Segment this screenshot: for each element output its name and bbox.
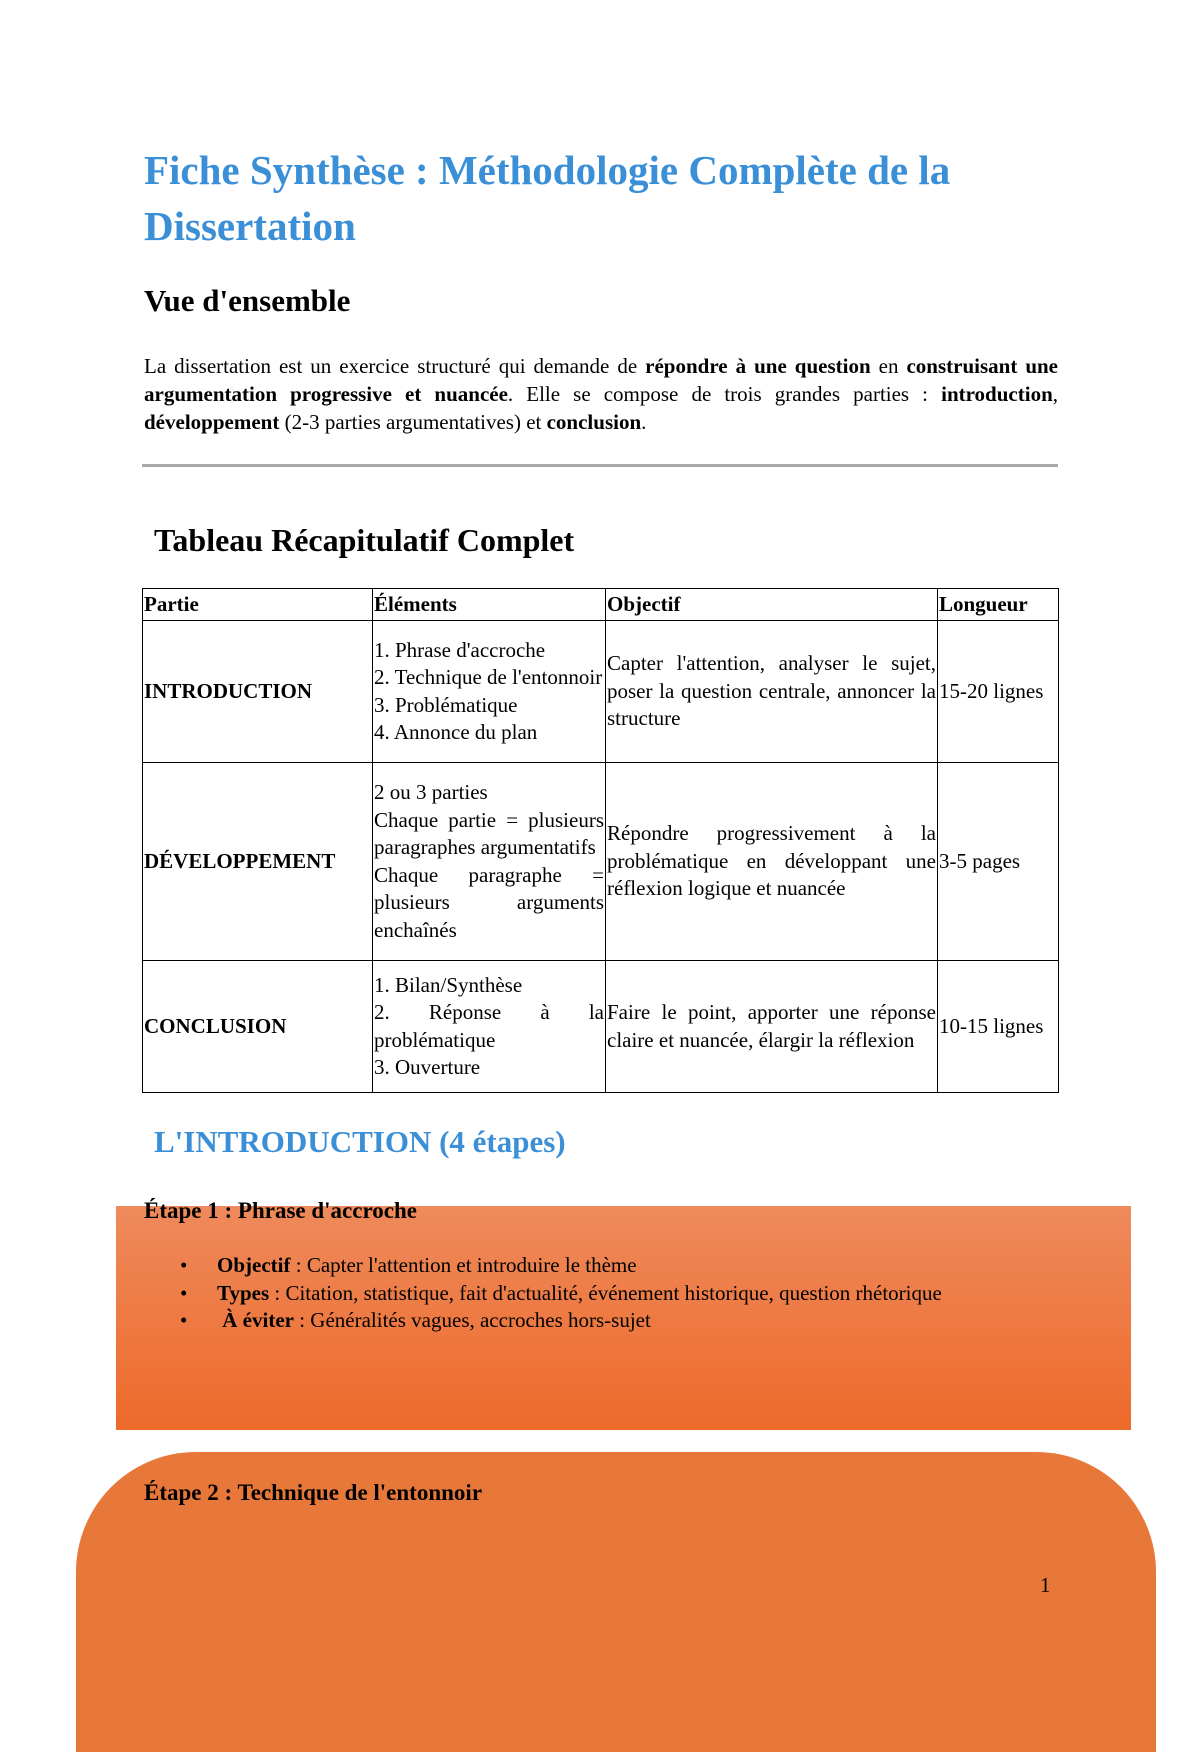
emphasis-text: développement [144, 410, 280, 434]
emphasis-text: construisant une argumentation progressive et nuancée [144, 354, 1058, 406]
introduction-heading: L'INTRODUCTION (4 étapes) [154, 1124, 566, 1159]
table-heading: Tableau Récapitulatif Complet [154, 522, 575, 558]
bullet-icon: • [180, 1253, 188, 1277]
item-label: Objectif [217, 1253, 291, 1277]
emphasis-text: conclusion [546, 410, 642, 434]
item-text: : Généralités vagues, accroches hors-sujet [293, 1308, 651, 1332]
row-elements [373, 763, 606, 961]
emphasis-text: répondre à une question [645, 354, 871, 378]
list-item [144, 1307, 1084, 1335]
step1-title: Étape 1 : Phrase d'accroche [144, 1198, 417, 1223]
row-objectif: Faire le point, apporter une réponse claire et nuancée, élargir la réflexion [606, 961, 938, 1093]
item-label: Types [217, 1280, 270, 1305]
row-longueur: 15-20 lignes [938, 621, 1059, 763]
paragraph-text: . [641, 410, 647, 434]
step2-title: Étape 2 : Technique de l'entonnoir [144, 1480, 483, 1505]
row-objectif: Capter l'attention, analyser le sujet, poser la question centrale, annoncer la structure [606, 621, 938, 763]
recap-table [142, 588, 1059, 1093]
element-item: Chaque partie = plusieurs paragraphes argumentatifs [374, 807, 604, 859]
row-partie: CONCLUSION [143, 961, 373, 1093]
table-row-introduction [143, 621, 1059, 763]
overview-heading: Vue d'ensemble [144, 283, 351, 318]
row-longueur: 10-15 lignes [938, 961, 1059, 1093]
row-objectif: Répondre progressivement à la problématique en développant une réflexion logique et nuancée [606, 763, 938, 961]
paragraph-text: . Elle se compose de trois grandes parties : [507, 382, 942, 406]
header-objectif: Objectif [606, 589, 938, 621]
page-title: Fiche Synthèse : Méthodologie Complète de la Dissertation [144, 147, 951, 249]
table-header-row [143, 589, 1059, 621]
element-item: 2 ou 3 parties [374, 780, 488, 804]
row-elements [373, 961, 606, 1093]
page-number: 1 [1040, 1573, 1051, 1597]
header-longueur: Longueur [938, 589, 1059, 621]
bullet-icon: • [180, 1280, 188, 1305]
paragraph-text: (2-3 parties argumentatives) et [279, 410, 547, 434]
header-elements: Éléments [373, 589, 606, 621]
header-partie: Partie [143, 589, 373, 621]
paragraph-text: La dissertation est un exercice structuré qui demande de [144, 354, 646, 378]
item-text: : Citation, statistique, fait d'actualité, événement historique, question rhétorique [269, 1280, 942, 1305]
emphasis-text: introduction [941, 382, 1053, 406]
element-item: 2. Réponse à la problématique [374, 1000, 604, 1052]
list-item [144, 1252, 1084, 1280]
element-item: 1. Bilan/Synthèse [374, 972, 523, 997]
row-partie: DÉVELOPPEMENT [143, 763, 373, 961]
element-item: 3. Ouverture [374, 1055, 481, 1079]
step1-list [144, 1252, 1084, 1335]
horizontal-rule [142, 464, 1058, 467]
row-elements [373, 621, 606, 763]
overview-paragraph [144, 352, 1058, 436]
bullet-icon: • [180, 1308, 188, 1332]
paragraph-text: en [870, 354, 907, 378]
element-item: 2. Technique de l'entonnoir [374, 665, 603, 689]
row-partie: INTRODUCTION [143, 621, 373, 763]
element-item: 4. Annonce du plan [374, 720, 538, 744]
element-item: 1. Phrase d'accroche [374, 637, 546, 662]
table-row-developpement [143, 763, 1059, 961]
element-item: Chaque paragraphe = plusieurs arguments enchaînés [374, 862, 604, 942]
element-item: 3. Problématique [374, 692, 518, 717]
list-item [144, 1280, 1084, 1308]
row-longueur: 3-5 pages [938, 763, 1059, 961]
item-text: : Capter l'attention et introduire le thème [290, 1253, 637, 1277]
table-row-conclusion [143, 961, 1059, 1093]
item-label: À éviter [217, 1308, 294, 1332]
paragraph-text: , [1052, 382, 1058, 406]
